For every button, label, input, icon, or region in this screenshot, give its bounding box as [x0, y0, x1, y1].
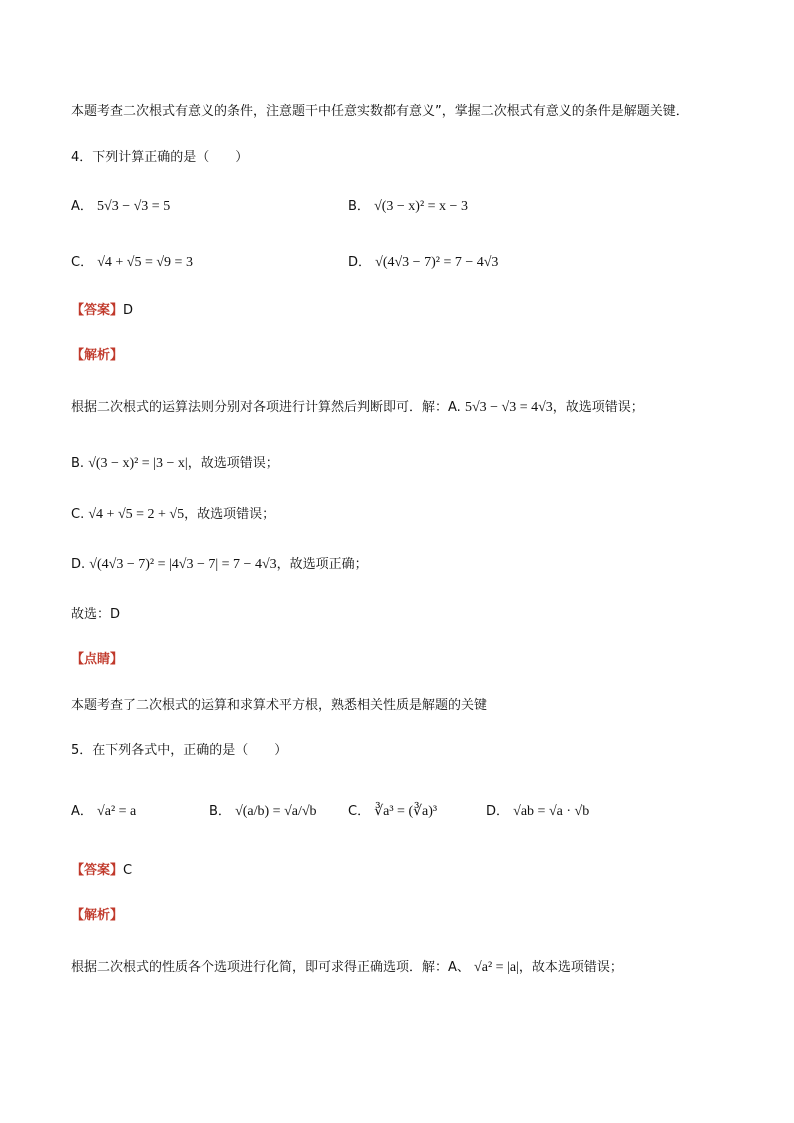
q4-analysis-c-prefix: C.	[71, 507, 85, 522]
q4-option-c-expr: √4 + √5 = √9 = 3	[97, 255, 193, 270]
q4-option-d-expr: √(4√3 − 7)² = 7 − 4√3	[375, 255, 499, 270]
q4-option-c	[71, 252, 193, 274]
q4-analysis-d-expr: √(4√3 − 7)² = |4√3 − 7| = 7 − 4√3	[89, 557, 277, 572]
q5-option-c-label: C．	[348, 804, 371, 819]
q5-option-d	[486, 801, 589, 823]
q5-analysis-a-expr: √a² = |a|	[474, 960, 519, 975]
q4-analysis-intro: 根据二次根式的运算法则分别对各项进行计算然后判断即可．解：A.	[71, 400, 461, 415]
q4-analysis-b-expr: √(3 − x)² = |3 − x|	[88, 456, 188, 471]
q4-option-c-label: C．	[71, 255, 94, 270]
q5-option-a-expr: √a² = a	[97, 804, 137, 819]
q4-option-b-expr: √(3 − x)² = x − 3	[374, 199, 468, 214]
q5-option-b	[209, 801, 317, 823]
q5-option-a-label: A．	[71, 804, 93, 819]
q5-option-b-label: B．	[209, 804, 231, 819]
q4-analysis-a	[71, 399, 644, 417]
intro-text: 本题考查二次根式有意义的条件，注意题干中任意实数都有意义”，掌握二次根式有意义的条件是解题关键．	[71, 104, 689, 119]
q5-answer	[71, 862, 132, 880]
q4-analysis-c-expr: √4 + √5 = 2 + √5	[88, 507, 185, 522]
q4-option-d	[348, 252, 498, 274]
q4-comment-tag	[71, 651, 123, 669]
q5-option-a	[71, 801, 136, 823]
q4-comment: 本题考查了二次根式的运算和求算术平方根，熟悉相关性质是解题的关键	[71, 698, 488, 713]
q4-option-b-label: B．	[348, 199, 370, 214]
q4-analysis-b	[71, 455, 279, 473]
q4-answer-tag: 【答案】	[71, 303, 124, 318]
q4-analysis-d-prefix: D.	[71, 557, 86, 572]
q5-analysis-intro: 根据二次根式的性质各个选项进行化简，即可求得正确选项．解：A、	[71, 960, 470, 975]
q4-choose: 故选：D	[71, 607, 121, 622]
q5-analysis-a-tail: ，故本选项错误；	[518, 960, 623, 975]
q4-analysis-tag	[71, 347, 123, 365]
q4-option-a	[71, 196, 170, 218]
q4-analysis-a-tail: ，故选项错误；	[552, 400, 644, 415]
q5-stem: 5．在下列各式中，正确的是（ ）	[71, 743, 288, 758]
q4-answer	[71, 302, 133, 320]
q4-analysis-b-tail: ，故选项错误；	[187, 456, 279, 471]
q5-option-d-expr: √ab = √a · √b	[513, 804, 590, 819]
comment-heading: 【点睛】	[71, 652, 124, 667]
q4-analysis-c	[71, 506, 275, 524]
q4-analysis-d	[71, 556, 368, 574]
q4-analysis-c-tail: ，故选项错误；	[184, 507, 276, 522]
q4-analysis-d-tail: ，故选项正确；	[276, 557, 368, 572]
q5-analysis-a	[71, 959, 623, 977]
q4-option-a-label: A．	[71, 199, 93, 214]
q5-option-c	[348, 801, 437, 823]
q4-option-b	[348, 196, 468, 218]
q4-analysis-b-prefix: B.	[71, 456, 85, 471]
q5-answer-value: C	[123, 863, 133, 878]
q4-option-a-expr: 5√3 − √3 = 5	[97, 199, 171, 214]
q4-option-d-label: D．	[348, 255, 372, 270]
q5-option-c-expr: ∛a³ = (∛a)³	[374, 804, 438, 819]
q5-option-b-expr: √(a/b) = √a/√b	[235, 804, 317, 819]
q5-option-d-label: D．	[486, 804, 510, 819]
q5-answer-tag: 【答案】	[71, 863, 124, 878]
q4-answer-value: D	[123, 303, 134, 318]
q4-analysis-a-expr: 5√3 − √3 = 4√3	[464, 400, 553, 415]
q4-stem: 4．下列计算正确的是（ ）	[71, 150, 249, 165]
analysis-heading: 【解析】	[71, 348, 124, 363]
q5-analysis-tag	[71, 907, 123, 925]
analysis-heading: 【解析】	[71, 908, 124, 923]
